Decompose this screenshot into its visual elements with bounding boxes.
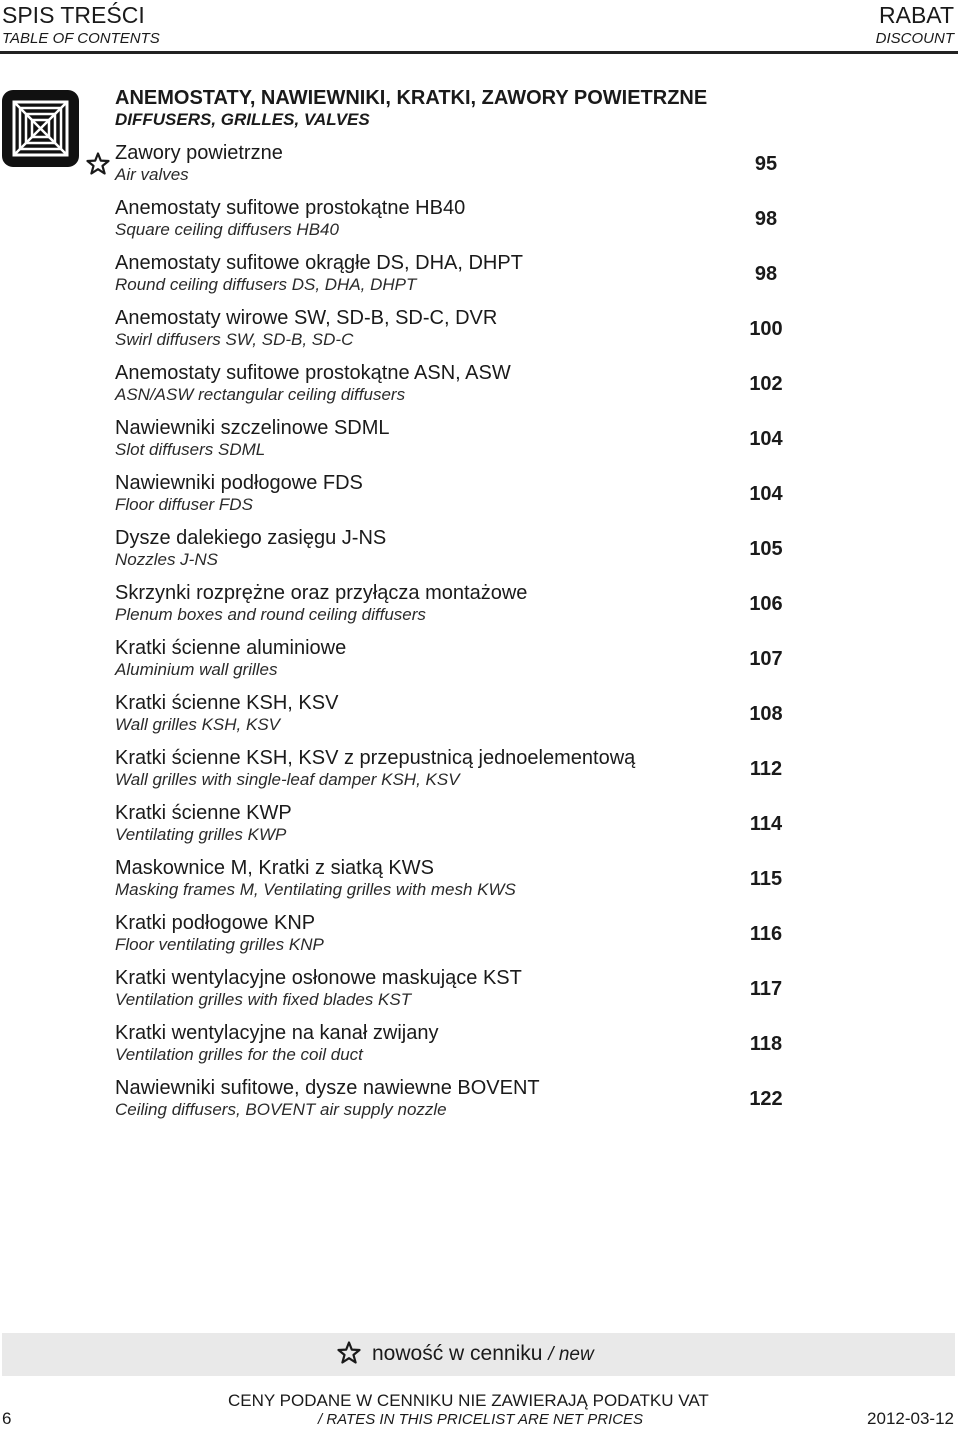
entry-title-en: Square ceiling diffusers HB40 <box>115 220 339 239</box>
entry-page-number: 114 <box>749 813 783 835</box>
entry-title-en: Swirl diffusers SW, SD-B, SD-C <box>115 330 354 349</box>
entry-title-pl: Kratki wentylacyjne osłonowe maskujące KST <box>115 967 522 989</box>
entry-title-pl: Kratki ścienne aluminiowe <box>115 637 347 659</box>
entry-page-number: 106 <box>749 593 783 615</box>
entry-page-number: 116 <box>749 923 783 945</box>
toc-entry[interactable] <box>115 196 815 251</box>
section-subtitle: DIFFUSERS, GRILLES, VALVES <box>115 110 370 129</box>
discount-title: RABAT <box>879 2 954 28</box>
entry-title-pl: Kratki ścienne KSH, KSV z przepustnicą jednoelementową <box>115 747 636 769</box>
entry-title-en: Aluminium wall grilles <box>115 660 278 679</box>
header-divider <box>0 51 958 54</box>
entry-page-number: 104 <box>749 483 783 505</box>
toc-entry[interactable] <box>115 416 815 471</box>
toc-entry[interactable] <box>115 746 815 801</box>
star-outline-icon <box>337 1341 361 1365</box>
entry-title-pl: Nawiewniki podłogowe FDS <box>115 472 363 494</box>
entry-title-en: Wall grilles KSH, KSV <box>115 715 281 734</box>
toc-entry[interactable] <box>115 251 815 306</box>
toc-entry[interactable] <box>115 361 815 416</box>
entry-title-en: Round ceiling diffusers DS, DHA, DHPT <box>115 275 417 294</box>
entry-title-pl: Skrzynki rozprężne oraz przyłącza montażowe <box>115 582 528 604</box>
entry-page-number: 115 <box>749 868 783 890</box>
entry-title-en: Ventilation grilles with fixed blades KST <box>115 990 412 1009</box>
entry-title-en: Floor ventilating grilles KNP <box>115 935 324 954</box>
diffuser-grille-icon <box>2 90 79 167</box>
entry-title-pl: Anemostaty sufitowe okrągłe DS, DHA, DHPT <box>115 252 523 274</box>
legend-label <box>372 1341 594 1368</box>
page-number: 6 <box>2 1409 12 1428</box>
entry-page-number: 122 <box>749 1088 783 1110</box>
toc-entry[interactable] <box>115 801 815 856</box>
entry-title-pl: Nawiewniki sufitowe, dysze nawiewne BOVENT <box>115 1077 540 1099</box>
vat-note-en: / RATES IN THIS PRICELIST ARE NET PRICES <box>318 1411 644 1428</box>
toc-entry[interactable] <box>115 1021 815 1076</box>
entry-page-number: 117 <box>749 978 783 1000</box>
entry-title-pl: Kratki wentylacyjne na kanał zwijany <box>115 1022 439 1044</box>
discount-subtitle: DISCOUNT <box>875 30 954 47</box>
entry-title-pl: Zawory powietrzne <box>115 142 283 164</box>
new-star-icon <box>86 152 110 176</box>
toc-title: SPIS TREŚCI <box>2 2 145 28</box>
entry-title-pl: Dysze dalekiego zasięgu J-NS <box>115 527 387 549</box>
section-title: ANEMOSTATY, NAWIEWNIKI, KRATKI, ZAWORY POWIETRZNE <box>115 87 708 109</box>
entry-page-number: 104 <box>749 428 783 450</box>
entry-page-number: 112 <box>749 758 783 780</box>
toc-entry[interactable] <box>115 1076 815 1131</box>
entry-title-en: Nozzles J-NS <box>115 550 218 569</box>
entry-title-pl: Anemostaty sufitowe prostokątne ASN, ASW <box>115 362 511 384</box>
entry-title-pl: Kratki ścienne KSH, KSV <box>115 692 339 714</box>
entry-page-number: 108 <box>749 703 783 725</box>
vat-note-pl: CENY PODANE W CENNIKU NIE ZAWIERAJĄ PODATKU VAT <box>228 1391 709 1410</box>
entry-title-en: Ceiling diffusers, BOVENT air supply nozzle <box>115 1100 447 1119</box>
entry-title-en: Masking frames M, Ventilating grilles with mesh KWS <box>115 880 516 899</box>
toc-entry[interactable] <box>115 141 815 196</box>
entry-title-en: Ventilation grilles for the coil duct <box>115 1045 363 1064</box>
toc-entry[interactable] <box>115 471 815 526</box>
entry-title-en: ASN/ASW rectangular ceiling diffusers <box>115 385 406 404</box>
entry-page-number: 100 <box>749 318 783 340</box>
entry-page-number: 98 <box>754 263 778 285</box>
entry-page-number: 105 <box>749 538 783 560</box>
entry-title-en: Floor diffuser FDS <box>115 495 253 514</box>
entry-page-number: 98 <box>754 208 778 230</box>
entry-title-en: Slot diffusers SDML <box>115 440 266 459</box>
legend-label-en: / new <box>548 1344 594 1365</box>
entry-title-en: Ventilating grilles KWP <box>115 825 287 844</box>
toc-entry[interactable] <box>115 636 815 691</box>
toc-entry[interactable] <box>115 911 815 966</box>
entry-title-en: Wall grilles with single-leaf damper KSH, KSV <box>115 770 460 789</box>
entry-title-pl: Nawiewniki szczelinowe SDML <box>115 417 390 439</box>
pricelist-date: 2012-03-12 <box>867 1409 954 1428</box>
entry-title-pl: Kratki podłogowe KNP <box>115 912 316 934</box>
entry-title-pl: Anemostaty wirowe SW, SD-B, SD-C, DVR <box>115 307 498 329</box>
entry-title-pl: Anemostaty sufitowe prostokątne HB40 <box>115 197 466 219</box>
toc-subtitle: TABLE OF CONTENTS <box>2 30 160 47</box>
entry-page-number: 102 <box>749 373 783 395</box>
toc-entry[interactable] <box>115 856 815 911</box>
entry-title-en: Air valves <box>115 165 189 184</box>
entry-page-number: 118 <box>749 1033 783 1055</box>
toc-entry[interactable] <box>115 526 815 581</box>
legend-label-pl: nowość w cenniku <box>372 1342 543 1365</box>
entry-title-pl: Maskownice M, Kratki z siatką KWS <box>115 857 434 879</box>
toc-entry[interactable] <box>115 306 815 361</box>
toc-entry[interactable] <box>115 966 815 1021</box>
toc-entry[interactable] <box>115 581 815 636</box>
toc-entry[interactable] <box>115 691 815 746</box>
entry-title-pl: Kratki ścienne KWP <box>115 802 292 824</box>
entry-title-en: Plenum boxes and round ceiling diffusers <box>115 605 426 624</box>
entry-page-number: 95 <box>754 153 778 175</box>
entry-page-number: 107 <box>749 648 783 670</box>
